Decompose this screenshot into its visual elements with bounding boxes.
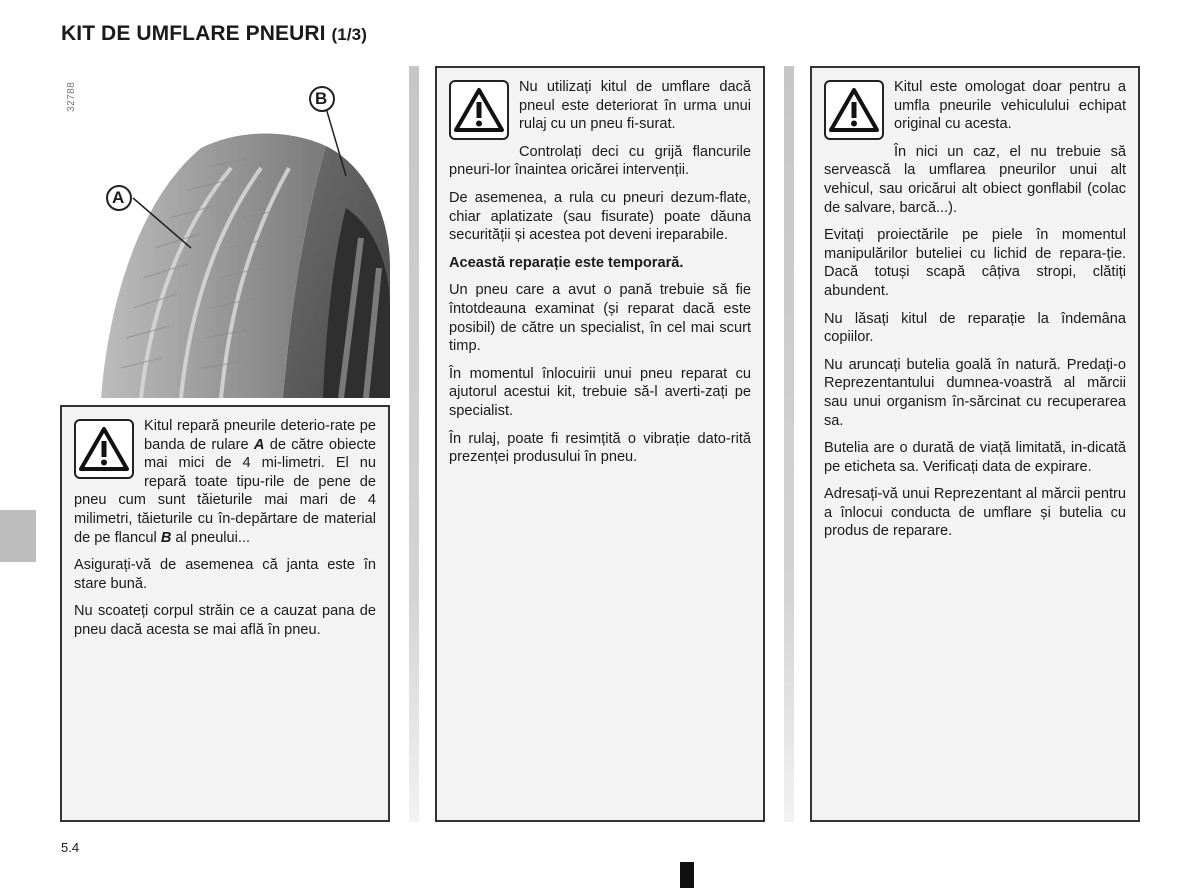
- column-gutter: [784, 66, 794, 822]
- skin-contact-text: Evitați proiectările pe piele în momentul manipulărilor buteliei cu lichid de repara-ție. Dacă totuși scapă câțiva stropi, clătiți abundent.: [824, 227, 1126, 299]
- specialist-exam-text: Un pneu care a avut o pană trebuie să fie întotdeauna examinat (și reparat dacă este posibil) de către un specialist, în cel mai scurt timp.: [449, 282, 751, 355]
- warning-triangle-icon: [824, 80, 884, 140]
- vibration-text: În rulaj, poate fi resimțită o vibrație dato-rită prezenței produsului în pneu.: [449, 430, 751, 466]
- chapter-tab: [0, 510, 36, 562]
- notify-specialist-text: În momentul înlocuirii unui pneu reparat cu ajutorul acestui kit, trebuie să-l averti-zați pe specialist.: [449, 365, 751, 419]
- page-number: 5.4: [61, 840, 80, 855]
- foreign-body-text: Nu scoateți corpul străin ce a cauzat pana de pneu dacă acesta se mai află în pneu.: [74, 603, 376, 638]
- children-text: Nu lăsați kitul de reparație la îndemâna copiilor.: [824, 310, 1126, 346]
- warning-triangle-icon: [74, 419, 134, 479]
- column-gutter: [409, 66, 419, 822]
- deflated-driving-text: De asemenea, a rula cu pneuri dezum-flate, chiar aplatizate (sau fisurate) poate dăuna securității și acestea pot deveni ireparabile.: [449, 189, 751, 244]
- page-title: [61, 22, 367, 46]
- warning-triangle-icon: [449, 80, 509, 140]
- callout-b: B: [315, 89, 328, 108]
- print-mark: [680, 862, 694, 888]
- do-not-use-text: Nu utilizați kitul de umflare dacă pneul este deteriorat în urma unui rulaj cu un pneu fi-surat.: [519, 79, 751, 133]
- ref-letter-a: A: [253, 436, 265, 453]
- repair-scope-text: Kitul repară pneurile deterio-rate pe banda de rulare A de către obiecte mai mici de 4 mi-limetri. El nu repară toate tipu-rile de pene de pneu cum sunt tăieturile mai mari de 4 milimetri, tăieturile cu în-depărtare de material de pe flancul B al pneului...: [74, 418, 376, 546]
- check-sidewalls-text: Controlați deci cu grijă flancurile pneuri-lor înaintea oricărei intervenții.: [449, 143, 751, 179]
- warning-box-kit-handling: [810, 66, 1140, 822]
- callout-a: A: [112, 188, 125, 207]
- ref-letter-b: B: [160, 529, 172, 546]
- replacement-text: Adresați-vă unui Reprezentant al mărcii pentru a înlocui conducta de umflare și butelia cu produs de reparare.: [824, 486, 1126, 540]
- warning-box-usage: [435, 66, 765, 822]
- disposal-text: Nu aruncați butelia goală în natură. Predați-o Reprezentantului dumnea-voastră al mărcii sau unui organism în-sărcinat cu recuperarea sa.: [824, 356, 1126, 429]
- image-reference-code: 32788: [66, 81, 77, 112]
- title-part-indicator: (1/3): [331, 25, 368, 44]
- expiry-text: Butelia are o durată de viață limitată, in-dicată pe eticheta sa. Verificați data de expirare.: [824, 440, 1126, 475]
- no-other-use-text: În nici un caz, el nu trebuie să servească la umflarea pneurilor unui alt vehicul, sau oricărui alt obiect gonflabil (colac de salvare, barcă...).: [824, 143, 1126, 216]
- title-text: KIT DE UMFLARE PNEURI: [61, 22, 326, 45]
- warning-box-repair-limits: [60, 405, 390, 822]
- rim-condition-text: Asigurați-vă de asemenea că janta este în stare bună.: [74, 557, 376, 592]
- homologation-text: Kitul este omologat doar pentru a umfla pneurile vehiculului echipat original cu acesta.: [894, 79, 1126, 133]
- temporary-repair-text: Această reparație este temporară.: [449, 254, 684, 271]
- tire-illustration: [61, 68, 390, 398]
